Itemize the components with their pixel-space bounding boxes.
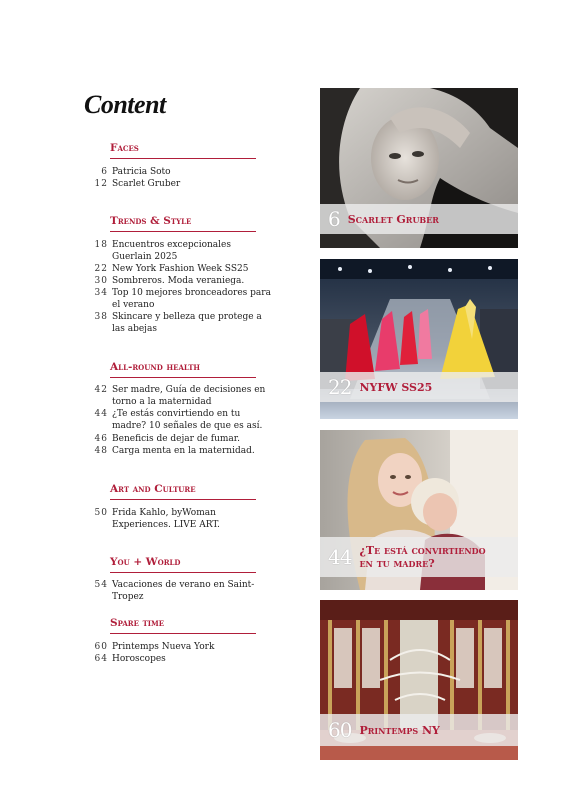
- page-title: Content: [84, 90, 166, 119]
- feature-card-madre[interactable]: [320, 430, 518, 590]
- card-caption: [320, 714, 518, 746]
- entry-title: Printemps Nueva York: [112, 642, 215, 652]
- page-number: 54: [94, 580, 108, 590]
- card-page-number: 6: [328, 207, 340, 231]
- section-heading-trends-style[interactable]: Trends & Style: [110, 215, 256, 232]
- toc-entry[interactable]: [82, 642, 272, 654]
- toc-entry[interactable]: [82, 167, 272, 179]
- toc-entry[interactable]: [82, 288, 272, 311]
- entry-title: New York Fashion Week SS25: [112, 264, 249, 274]
- page-number: 18: [94, 240, 108, 250]
- entry-title: Frida Kahlo, byWoman Experiences. LIVE ART.: [112, 508, 220, 530]
- toc-entry[interactable]: [82, 264, 272, 276]
- page-number: 44: [94, 409, 108, 419]
- page-number: 34: [94, 288, 108, 298]
- toc-entry[interactable]: [82, 179, 272, 191]
- section-heading-all-round-health[interactable]: All-round health: [110, 361, 256, 378]
- entry-title: Encuentros excepcionales Guerlain 2025: [112, 240, 231, 262]
- feature-card-printemps[interactable]: [320, 600, 518, 760]
- card-label: Printemps NY: [359, 723, 440, 737]
- section-heading-faces[interactable]: Faces: [110, 142, 256, 159]
- entry-title: Skincare y belleza que protege a las abejas: [112, 312, 262, 334]
- card-caption: [320, 204, 518, 234]
- toc-entry[interactable]: [82, 434, 272, 446]
- card-caption: [320, 537, 518, 577]
- toc-entry[interactable]: [82, 385, 272, 408]
- page-number: 30: [94, 276, 108, 286]
- page-number: 6: [101, 167, 108, 177]
- page-number: 64: [94, 654, 108, 664]
- card-label: ¿Te está convirtiendo en tu madre?: [359, 544, 486, 570]
- toc-entry[interactable]: [82, 276, 272, 288]
- toc-entry[interactable]: [82, 312, 272, 335]
- page-number: 12: [94, 179, 108, 189]
- section-heading-you-world[interactable]: You + World: [110, 556, 256, 573]
- page-number: 60: [94, 642, 108, 652]
- feature-card-nyfw[interactable]: [320, 259, 518, 419]
- toc-entry[interactable]: [82, 240, 272, 263]
- section-heading-spare-time[interactable]: Spare time: [110, 617, 256, 634]
- section-heading-art-culture[interactable]: Art and Culture: [110, 483, 256, 500]
- entry-title: Sombreros. Moda veraniega.: [112, 276, 245, 286]
- entry-title: Beneficis de dejar de fumar.: [112, 434, 240, 444]
- entry-title: Ser madre, Guía de decisiones en torno a la maternidad: [112, 385, 266, 407]
- card-page-number: 44: [328, 545, 352, 569]
- page-number: 42: [94, 385, 108, 395]
- entry-title: Scarlet Gruber: [112, 179, 181, 189]
- toc-entry[interactable]: [82, 580, 272, 603]
- card-label: NYFW SS25: [359, 380, 433, 394]
- page-number: 46: [94, 434, 108, 444]
- entry-title: ¿Te estás convirtiendo en tu madre? 10 señales de que es así.: [112, 409, 263, 431]
- card-page-number: 60: [328, 718, 352, 742]
- page-number: 22: [94, 264, 108, 274]
- toc-entry[interactable]: [82, 446, 272, 458]
- page-number: 48: [94, 446, 108, 456]
- card-caption: [320, 372, 518, 402]
- entry-title: Carga menta en la maternidad.: [112, 446, 255, 456]
- page-number: 50: [94, 508, 108, 518]
- entry-title: Top 10 mejores bronceadores para el verano: [112, 288, 271, 310]
- entry-title: Horoscopes: [112, 654, 166, 664]
- entry-title: Vacaciones de verano en Saint-Tropez: [112, 580, 255, 602]
- entry-title: Patricia Soto: [112, 167, 171, 177]
- feature-card-scarlet-gruber[interactable]: [320, 88, 518, 248]
- page-number: 38: [94, 312, 108, 322]
- toc-entry[interactable]: [82, 654, 272, 666]
- toc-entry[interactable]: [82, 508, 272, 531]
- card-page-number: 22: [328, 375, 352, 399]
- toc-entry[interactable]: [82, 409, 272, 432]
- card-label: Scarlet Gruber: [347, 212, 439, 226]
